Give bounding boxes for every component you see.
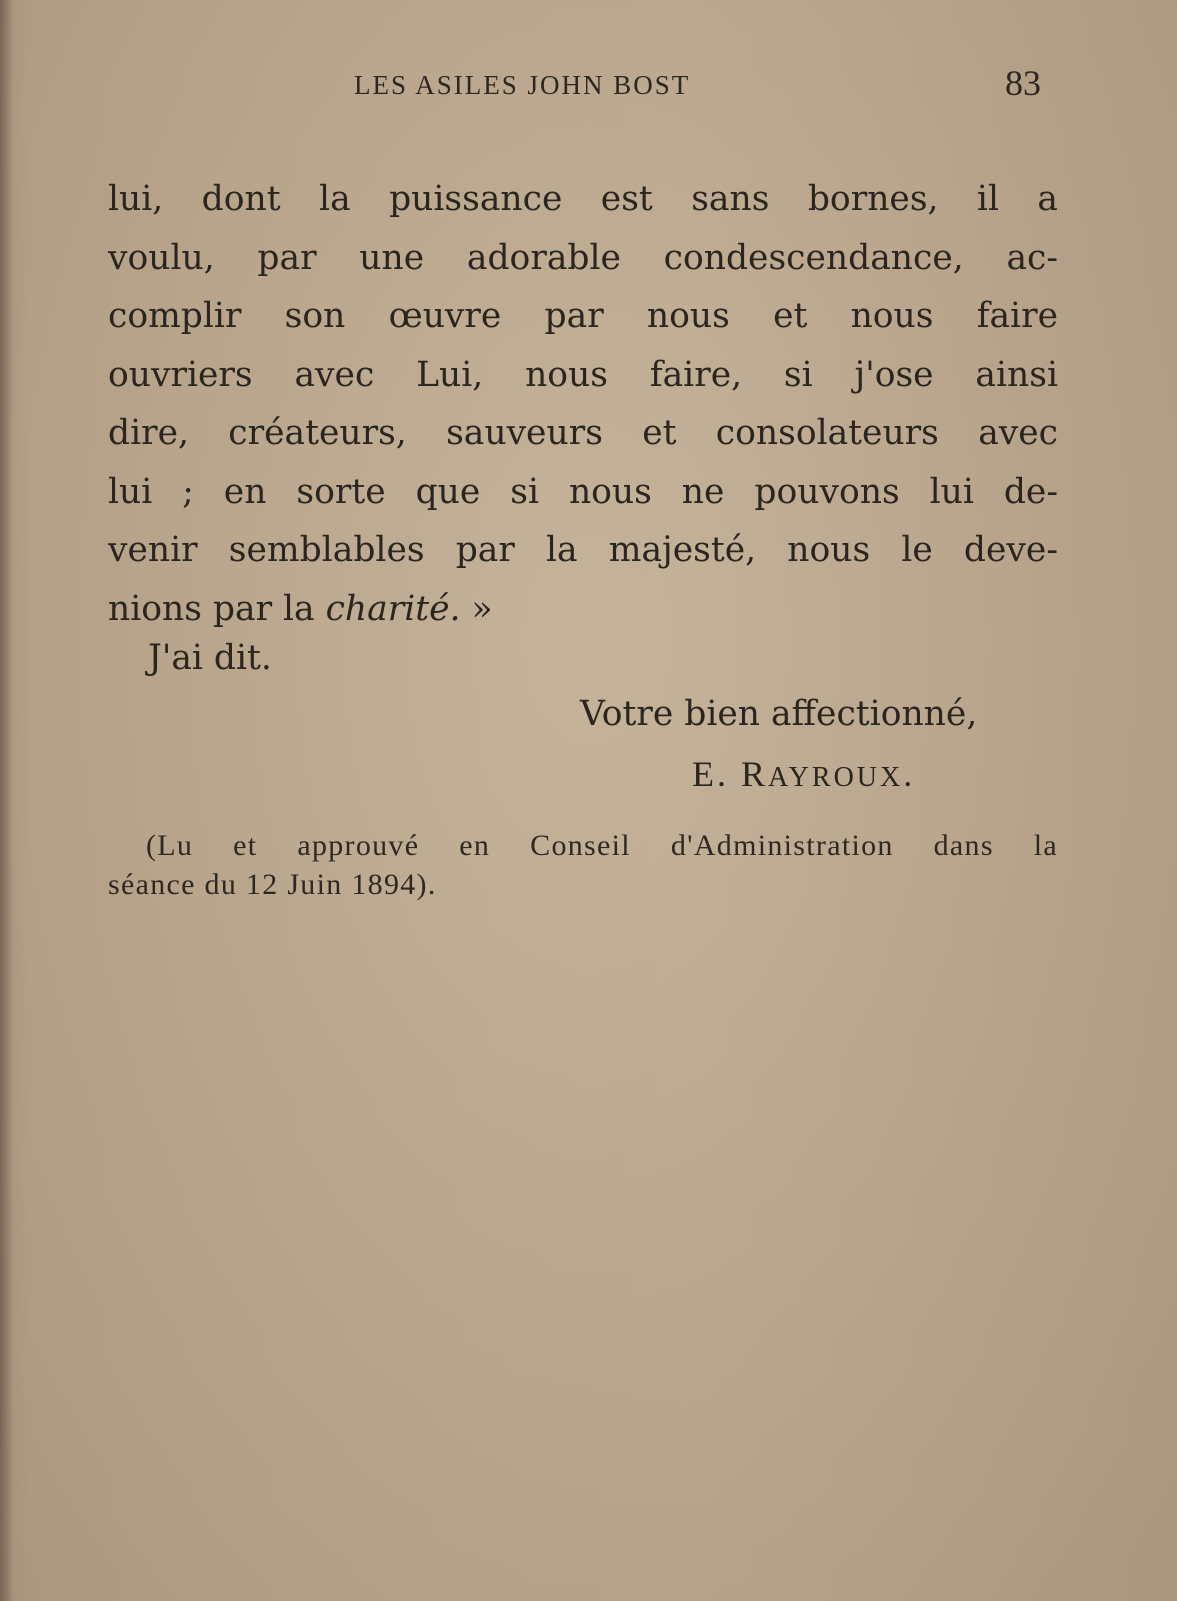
body-line: ouvriers avec Lui, nous faire, si j'ose ainsi (108, 354, 1058, 395)
page-number: 83 (1005, 63, 1041, 103)
body-last-line-prefix: nions par la (108, 588, 326, 629)
signature-initial: E. R (692, 754, 769, 794)
author-signature (692, 753, 915, 795)
approval-note (108, 826, 1058, 904)
italic-word: charité. (325, 588, 461, 629)
note-line: (Lu et approuvé en Conseil d'Administration dans la (146, 829, 1058, 862)
body-line: lui, dont la puissance est sans bornes, il a (108, 179, 1058, 219)
body-paragraph (108, 170, 1058, 638)
note-line: séance du 12 Juin 1894). (108, 868, 437, 901)
valediction: Votre bien affectionné, (580, 694, 978, 734)
signature-surname: AYROUX (768, 762, 904, 793)
body-line: venir semblables par la majesté, nous le deve- (108, 530, 1058, 570)
running-head: LES ASILES JOHN BOST (354, 70, 691, 100)
closing-quote: » (460, 588, 493, 629)
body-line: lui ; en sorte que si nous ne pouvons lui de- (108, 471, 1058, 512)
body-line: voulu, par une adorable condescendance, ac- (108, 237, 1058, 278)
body-line: complir son œuvre par nous et nous faire (108, 296, 1058, 336)
signature-period: . (903, 754, 916, 794)
body-line: dire, créateurs, sauveurs et consolateurs avec (108, 413, 1058, 453)
closing-statement: J'ai dit. (148, 638, 272, 678)
body-last-line (108, 580, 1058, 639)
